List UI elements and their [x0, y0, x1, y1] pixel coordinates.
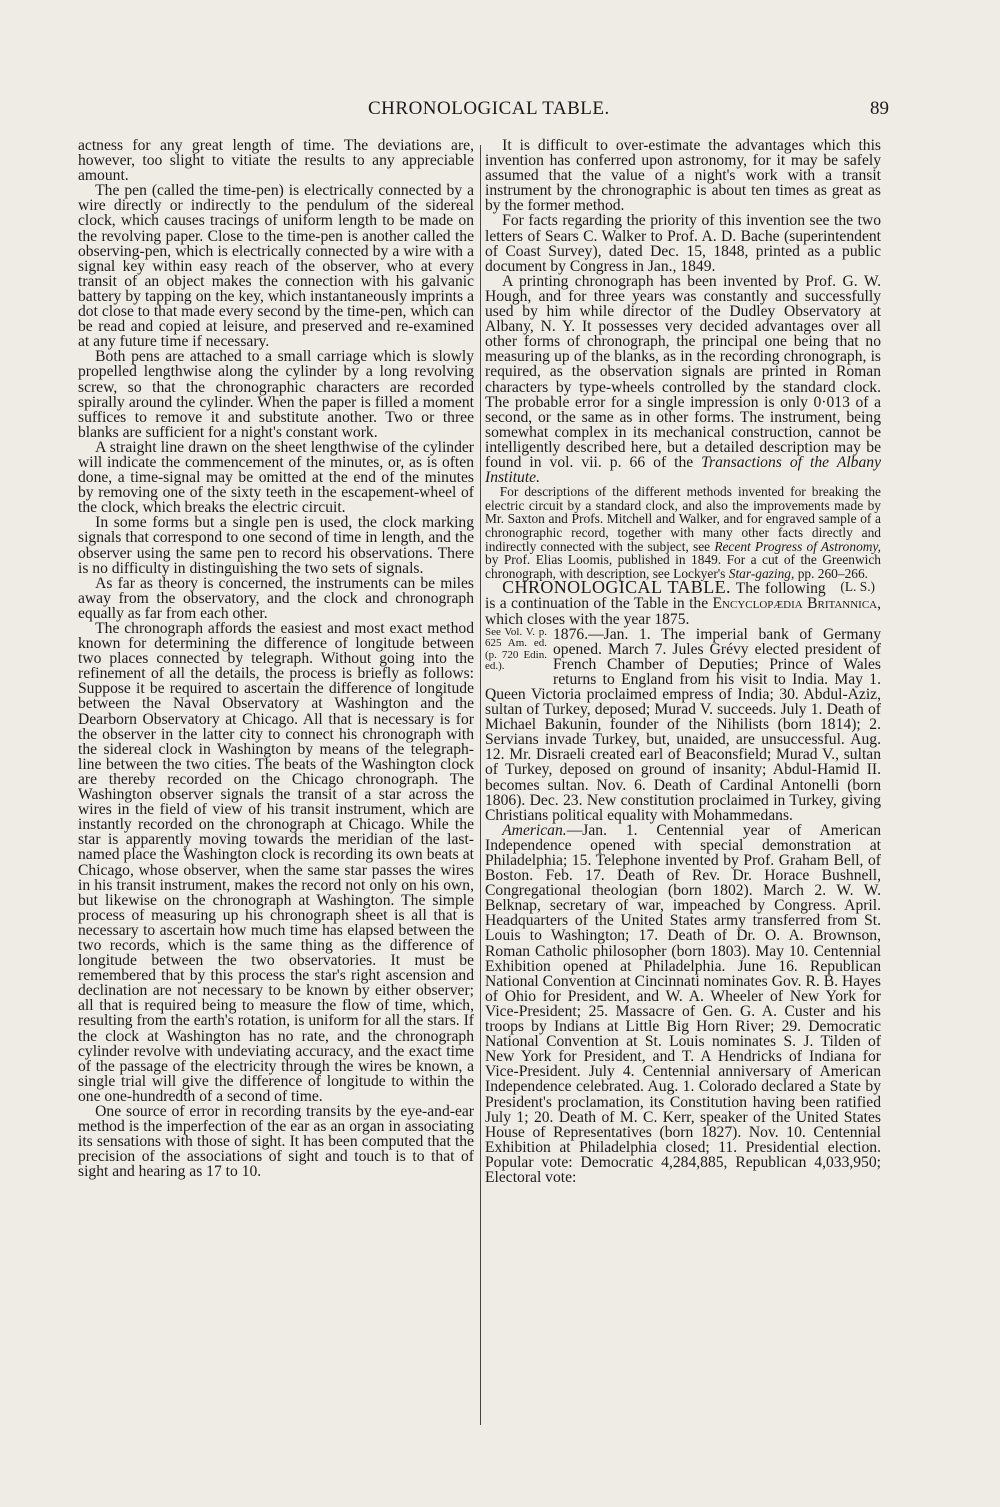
article-heading-line [485, 577, 882, 628]
paragraph: Both pens are attached to a small carriage which is slowly propelled lengthwise along the cylinder by a long revolving screw, so that the chronographic characters are recorded spirally around the cylinder. When the paper is filled a moment suffices to remove it and substitute another. Two or three blanks are sufficient for a night's constant work. [78, 348, 474, 441]
footnote-text: pp. 260–266. [797, 565, 869, 581]
article-heading: CHRONOLOGICAL TABLE. [502, 577, 731, 598]
paragraph-text: A printing chronograph has been invented by Prof. G. W. Hough, and for three years was constantly and successfully used by him while director of the Dudley Observatory at Albany, N. Y. It possesses very decided advantages over all other forms of chronograph, the principal one being that no measuring up of the blanks, as in the recording chronograph, is required, as the observation signals are printed in Roman characters by type-wheels controlled by the standard clock. The probable error for a single impression is only 0·013 of a second, or the same as in other forms. The instrument, being somewhat complex in its mechanical construction, cannot be intelligently described here, but a detailed description may be found in vol. vii. p. 66 of the [485, 272, 881, 471]
italic-title: Transactions of the Albany Institute. [485, 453, 881, 487]
left-column [78, 138, 474, 1179]
paragraph: For facts regarding the priority of this invention see the two letters of Sears C. Walker to Prof. A. D. Bache (superintendent of Coast Survey), dated Dec. 15, 1848, printed as a public document by Congress in Jan., 1849. [485, 212, 881, 275]
paragraph: As far as theory is concerned, the instruments can be miles away from the observatory, and the clock and chronograph equally as far from each other. [78, 574, 474, 622]
italic-title: Star-gazing, [728, 565, 795, 581]
paragraph [485, 823, 881, 1185]
paragraph-text: —Jan. 1. Centennial year of American Independence opened with special demonstration at Philadelphia; 15. Telephone invented by Prof. Graham Bell, of Boston. Feb. 17. Death of Rev. Dr. Horace Bushnell, Congregational theologian (born 1802). March 2. W. W. Belknap, secretary of war, impeached by Congress. April. Headquarters of the United States army transferred from St. Louis to Washington; 17. Death of Dr. O. A. Brownson, Roman Catholic philosopher (born 1803). May 10. Centennial Exhibition opened at Philadelphia. June 16. Republican National Convention at Cincinnati nominates Gov. R. B. Hayes of Ohio for President, and W. A. Wheeler of New York for Vice-President; 25. Massacre of Gen. G. A. Custer and his troops by Indians at Little Big Horn River; 29. Democratic National Convention at St. Louis nominates S. J. Tilden of New York for President, and T. A Hendricks of Indiana for Vice-President. July 4. Centennial anniversary of American Independence celebrated. Aug. 1. Colorado declared a State by President's proclamation, its Constitution having been ratified July 1; 20. Death of M. C. Kerr, speaker of the United States House of Representatives (born 1827). Nov. 10. Centennial Exhibition at Philadelphia closed; 11. Presidential election. Popular vote: Democratic 4,284,885, Republican 4,033,950; Electoral vote: [485, 821, 881, 1186]
footnote-text: For descriptions of the different methods invented for breaking the electric circuit by a standard clock, and also the improvements made by Mr. Saxton and Profs. Mitchell and Walker, and for engraved sample of a chronographic record, together with many other facts directly and indirectly connected with the subject, see [485, 484, 881, 554]
paragraph [485, 274, 881, 485]
encyclopedia-name: Encyclopædia Britannica, [712, 595, 882, 613]
paragraph: It is difficult to over-estimate the advantages which this invention has conferred upon astronomy, for it may be safely assumed that the value of a night's work with a transit instrument by the chronographic is about ten times as great as by the former method. [485, 137, 881, 215]
paragraph: The pen (called the time-pen) is electrically connected by a wire directly or indirectly to the pendulum of the sidereal clock, which causes tracings of uniform length to be made on the revolving paper. Close to the time-pen is another called the observing-pen, which is electrically connected by a wire with a signal key within easy reach of the observer, who at every transit of an object makes the connection with his galvanic battery by tapping on the key, which instantaneously imprints a dot close to that made every second by the time-pen, which can be read and copied at leisure, and preserved and re-examined at any future time if necessary. [78, 182, 474, 351]
right-column [485, 138, 881, 1185]
paragraph: A straight line drawn on the sheet lengthwise of the cylinder will indicate the commencement of the minutes, or, as is often done, a time-signal may be omitted at the end of the minutes by removing one of the sixty teeth in the escapement-wheel of the clock, which breaks the electric circuit. [78, 438, 474, 517]
column-divider [480, 145, 481, 1425]
margin-note: See Vol. V. p. 625 Am. ed. (p. 720 Edin. ed.). [485, 625, 547, 673]
author-signature: (L. S.) [840, 579, 875, 595]
running-head: CHRONOLOGICAL TABLE. [368, 98, 610, 119]
paragraph-text: 1876.—Jan. 1. The imperial bank of Germany opened. March 7. Jules Grévy elected president of French Chamber of Deputies; Prince of Wales returns to England from his visit to India. May 1. Queen Victoria proclaimed empress of India; 30. Abdul-Aziz, sultan of Turkey, deposed; Murad V. succeeds. July 1. Death of Michael Bakunin, founder of the Nihilists (born 1814); 2. Servians invade Turkey, but, unaided, are unsuccessful. Aug. 12. Mr. Disraeli created earl of Beaconsfield; Murad V., sultan of Turkey, deposed on ground of insanity; Abdul-Hamid II. becomes sultan. Nov. 6. Death of Cardinal Antonelli (born 1806). Dec. 23. New constitution proclaimed in Turkey, giving Christians political equality with Mohammedans. [485, 625, 881, 824]
page-number: 89 [870, 98, 889, 119]
paragraph: In some forms but a single pen is used, the clock marking signals that correspond to one second of time in length, and the observer using the same pen to record his observations. There is no difficulty in distinguishing the two sets of signals. [78, 514, 474, 577]
footnote-text: by Prof. Elias Loomis, published in 1849. For a cut of the Greenwich chronograph, with description, see Lockyer's [485, 552, 881, 581]
italic-title: Recent Progress of Astronomy, [714, 538, 881, 554]
paragraph: One source of error in recording transits by the eye-and-ear method is the imperfection of the ear as an organ in associating its sensations with those of sight. It has been computed that the precision of the associations of sight and touch is to that of sight and hearing as 17 to 10. [78, 1103, 474, 1181]
heading-text: which closes with the year 1875. [485, 610, 690, 628]
heading-text: The following is a continuation of the Table in the [485, 580, 826, 613]
paragraph [485, 627, 881, 823]
paragraph: The chronograph affords the easiest and most exact method known for determining the difference of longitude between two places connected by telegraph. Without going into the refinement of all the details, the process is briefly as follows: Suppose it be required to ascertain the difference of longitude between the Naval Observatory at Washington and the Dearborn Observatory at Chicago. All that is necessary is for the observer in the latter city to connect his chronograph with the sidereal clock in Washington by means of the telegraph-line between the two cities. The beats of the Washington clock are thereby recorded on the Chicago chronograph. The Washington observer signals the transit of a star across the wires in the field of view of his transit instrument, which are instantly recorded on the chronograph at Chicago. While the star is apparently moving towards the meridian of the last-named place the Washington clock is recording its own beats at Chicago, whose observer, when the same star passes the wires in his transit instrument, makes the record not only on his own, but likewise on the chronograph at Washington. The simple process of measuring up his chronograph sheet is all that is necessary to ascertain how much time has elapsed between the two records, which is the same thing as the difference of longitude between the two observatories. It must be remembered that by this process the star's right ascension and declination are not necessary to be known by either observer; all that is required being to measure the flow of time, which, resulting from the earth's rotation, is uniform for all the stars. If the clock at Washington has no rate, and the chronograph cylinder revolve with undeviating accuracy, and the exact time of the passage of the electricity through the wires be known, a single trial will give the difference of longitude to within the one one-hundredth of a second of time. [78, 620, 474, 1105]
section-label: American. [502, 821, 567, 839]
paragraph: actness for any great length of time. The deviations are, however, too slight to vitiate the results to any appreciable amount. [78, 137, 474, 185]
